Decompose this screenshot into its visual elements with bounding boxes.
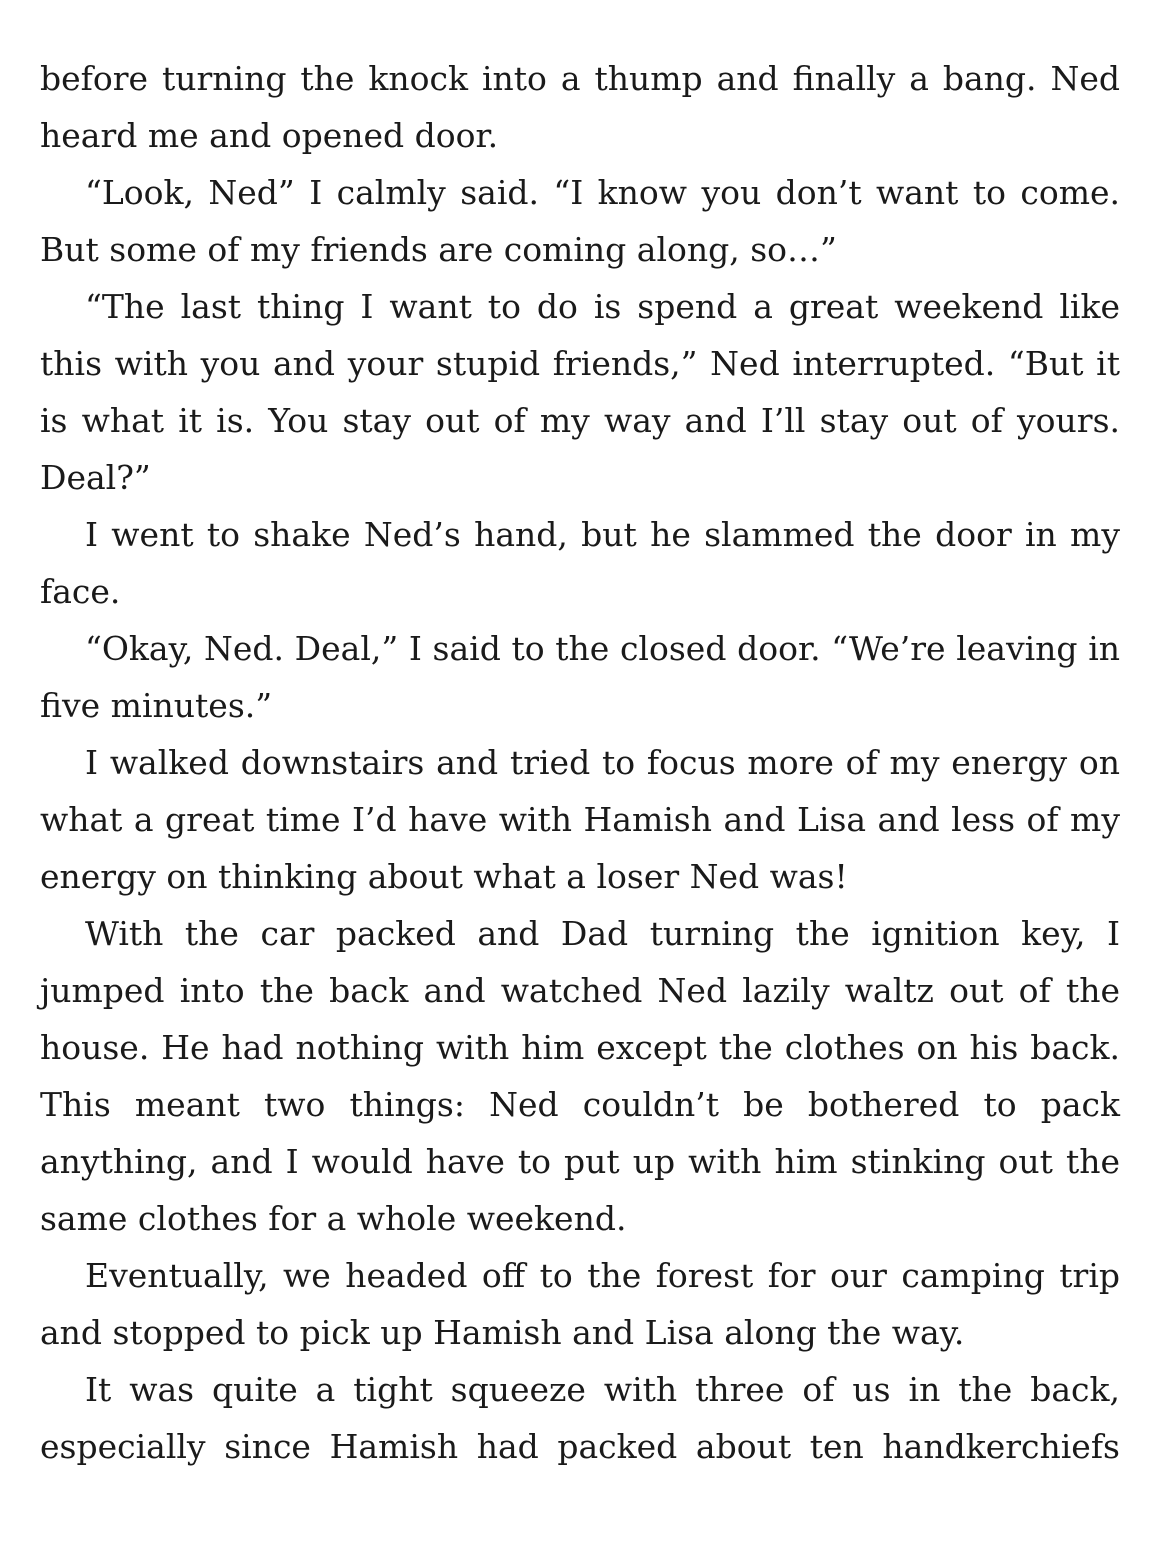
paragraph-9: It was quite a tight squeeze with three of us in the back, especially since Hamish had packed about ten handkerchiefs [40, 1370, 1120, 1466]
paragraph-3: “The last thing I want to do is spend a great weekend like this with you and your stupid friends,” Ned interrupted. “But it is what it is. You stay out of my way and I’ll stay out of yours. Deal?” [40, 287, 1120, 497]
paragraph-8: Eventually, we headed off to the forest for our camping trip and stopped to pick up Hamish and Lisa along the way. [40, 1256, 1120, 1352]
paragraph-6: I walked downstairs and tried to focus more of my energy on what a great time I’d have with Hamish and Lisa and less of my energy on thinking about what a loser Ned was! [40, 743, 1120, 896]
paragraph-4: I went to shake Ned’s hand, but he slammed the door in my face. [40, 515, 1120, 611]
paragraph-1: before turning the knock into a thump and finally a bang. Ned heard me and opened door. [40, 59, 1120, 155]
paragraph-2: “Look, Ned” I calmly said. “I know you don’t want to come. But some of my friends are coming along, so…” [40, 173, 1120, 269]
paragraph-7: With the car packed and Dad turning the ignition key, I jumped into the back and watched Ned lazily waltz out of the house. He had nothing with him except the clothes on his back. This meant two things: Ned couldn’t be bothered to pack anything, and I would have to put up with him stinking out the same clothes for a whole weekend. [40, 914, 1120, 1238]
paragraph-5: “Okay, Ned. Deal,” I said to the closed door. “We’re leaving in five minutes.” [40, 629, 1120, 725]
page-body [40, 50, 1120, 1475]
